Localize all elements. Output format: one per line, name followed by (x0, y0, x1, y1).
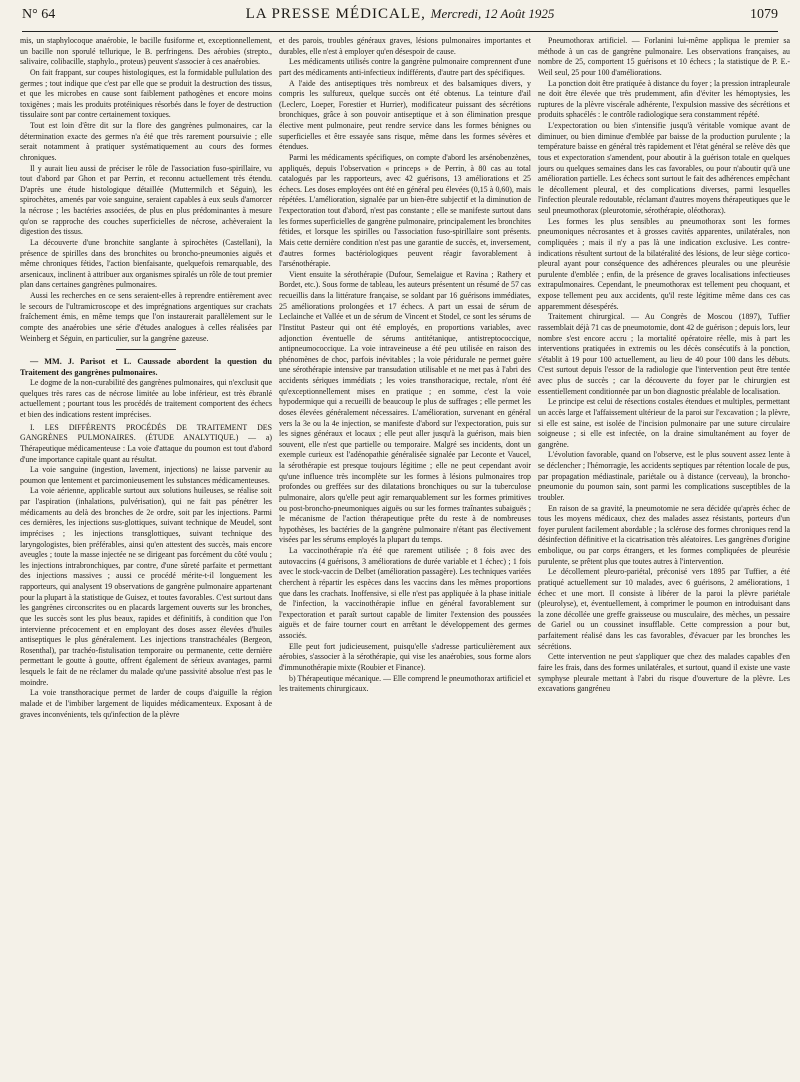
paragraph: Elle peut fort judicieusement, puisqu'elle s'adresse particulièrement aux aérobies, s'associer à la sérothérapie, qui vise les anaérobies, sous forme alors d'immunothérapie mixte (Roubier et Finance). (279, 641, 531, 672)
paragraph: I. LES DIFFÉRENTS PROCÉDÉS DE TRAITEMENT DES GANGRÈNES PULMONAIRES. (ÉTUDE ANALYTIQUE.) — a) Thérapeutique médicamenteuse : La voie d'attaque du poumon est tout d'abord d'une importance capitale quant au résultat. (20, 422, 272, 464)
paragraph: mis, un staphylocoque anaérobie, le bacille fusiforme et, exceptionnellement, un bacille non sporulé tellurique, le B. perfringens. Des aérobies (strepto., salivaire, colibacille, staphylo., proteus) peuvent s'associer à ces anaérobies. (20, 36, 272, 67)
journal-title (246, 6, 555, 23)
paragraph: A l'aide des antiseptiques très nombreux et des balsamiques divers, y compris les sulfureux, quelque succès ont été obtenus. La teinture d'ail (Leclerc, Loeper, Forestier et Hurrier), modificateur puissant des sécrétions bronchiques, grâce à son pouvoir antiseptique et à son élimination presque élective ment pulmonaire, peut rendre service dans les formes bénignes ou superficielles et être essayée sans risque, même dans les formes sévères et étendues. (279, 78, 531, 152)
paragraph: Vient ensuite la sérothérapie (Dufour, Semelaigue et Ravina ; Rathery et Bordet, etc.). Sous forme de tableau, les auteurs présentent un résumé de 57 cas recueillis dans la littérature française, se soldant par 16 guérisons immédiates, 25 améliorations prolongées et 17 échecs. A part un essai de sérum de Leclainche et Vallée et un de sérum de Vincent et Stodel, ce sont les sérums de l'Institut Pasteur qui ont été employés, en proportions variables, avec adjonction éventuelle de sérums antitétanique, antistreptococcique, antipneumococcique. La voie intraveineuse a été peu utilisée en raison des phénomènes de choc, parfois inévitables ; la voie péridurale ne permet guère une sérothérapie intensive par transudation utilisable et ne met pas à l'abri des accidents sériques immédiats ; les voies transthoracique, rectale, n'ont été qu'exceptionnellement mises en pratique ; en somme, c'est la voie hypodermique qui a recueilli de beaucoup le plus de suffrages ; elle permet les doses élevées généralement nécessaires. L'amélioration, survenant en général vers la 3e ou la 4e injection, se manifeste d'abord sur l'expectoration, puis sur les signes généraux et locaux ; elle peut aller jusqu'à la guérison, mais bien souvent, elle n'est que partielle ou temporaire. Malgré ses incidents, dont un exemple curieux est l'adénopathie généralisée signalée par Leconte et Vaucel, la sérothérapie est presque toujours légitime ; elle ne peut cependant avoir qu'une influence très incomplète sur les formes à lésions pulmonaires trop profondes ou greffées sur des dilatations bronchiques ou sur la tuberculose pulmonaire, alors qu'elle peut agir remarquablement sur les formes primitives ou post-broncho-pneumoniques aiguës ou sur les formes traînantes subaiguës ; le mécanisme de l'action thérapeutique prête du reste à de nombreuses hypothèses, les bactéries de la gangrène pulmonaire n'étant pas électivement visées par les sérums employés la plupart du temps. (279, 269, 531, 545)
text-column-3 (538, 36, 790, 1076)
issue-number: N° 64 (22, 7, 56, 22)
paragraph: Les médicaments utilisés contre la gangrène pulmonaire comprennent d'une part des médicaments anti-infectieux indifférents, d'autre part des spécifiques. (279, 57, 531, 77)
page-number: 1079 (750, 7, 778, 22)
text-column-1 (20, 36, 272, 1076)
paragraph: b) Thérapeutique mécanique. — Elle comprend le pneumothorax artificiel et les traitements chirurgicaux. (279, 673, 531, 694)
paragraph: La ponction doit être pratiquée à distance du foyer ; la pression intrapleurale ne doit être élevée que très prudemment, afin d'éviter les hémoptysies, les ruptures de la plèvre viscérale adhérente, l'expulsion massive des sécrétions et produits sphacélés : le contrôle radiologique sera constamment répété. (538, 78, 790, 120)
paragraph: Le dogme de la non-curabilité des gangrènes pulmonaires, qui n'exclusit que quelques très rares cas de nécrose limitée au lobe inférieur, est très ébranlé actuellement ; pourtant tous les procédés de traitement comportent des échecs et bien des indications restent imprécises. (20, 378, 272, 420)
paragraph: La voie transthoracique permet de larder de coups d'aiguille la région malade et de l'imbiber largement de liquides médicamenteux. Exposant à de graves inconvénients, tels qu'infection de la plèvre (20, 688, 272, 719)
paragraph: En raison de sa gravité, la pneumotomie ne sera décidée qu'après échec de tous les moyens médicaux, chez des malades assez résistants, porteurs d'un foyer purulent facilement abordable ; la sclérose des formes chroniques rend la désinfection définitive et la cicatrisation très aléatoires. Les gangrènes d'origine embolique, ou par corps étrangers, et les formes compliquées de pleurésie purulente, se prêtent plus que toutes autres à l'intervention. (538, 503, 790, 566)
paragraph: Aussi les recherches en ce sens seraient-elles à reprendre entièrement avec le secours de l'ultramicroscope et des imprégnations argentiques sur crachats fraîchement émis, en même temps que l'on instaurerait parallèlement sur le compte des anaérobies une série d'études analogues à celles réalisées par Weinberg et Séguin, en particulier, sur la gangrène gazeuse. (20, 291, 272, 343)
paragraph: Les formes les plus sensibles au pneumothorax sont les formes pneumoniques nécrosantes et à grosses cavités apparentes, unilatérales, non compliquées ; mais il n'y a pas là une indication exclusive. Les contre-indications résultent surtout de la bilatéralité des lésions, de leur siège cortico-pleural ayant pour conséquence des adhérences pleurales ou une pleurésie purulente d'emblée ; enfin, de la présence de graves localisations infectieuses extrapulmonaires. Cependant, le pneumothorax est tellement peu choquant, et expose tellement peu aux accidents, qu'il reste légitime même dans ces cas apparemment désespérés. (538, 216, 790, 311)
paragraph: La vaccinothérapie n'a été que rarement utilisée ; 8 fois avec des autovaccins (4 guérisons, 3 améliorations de durée variable et 1 échec) ; 1 fois avec le stock-vaccin de Delbet (amélioration passagère). Les techniques variées cherchent à répartir les espèces dans les vaccins dans les mêmes proportions que dans les crachats. Inoffensive, si elle n'est pas appliquée à la phase initiale de l'infection, la vaccinothérapie influe en général favorablement sur l'expectoration et paraît surtout capable de limiter l'extension des poussées aiguës et de faire tourner court en arrêtant le développement des germes associés. (279, 546, 531, 640)
paragraph: Pneumothorax artificiel. — Forlanini lui-même appliqua le premier sa méthode à un cas de gangrène pulmonaire. Les observations françaises, au nombre de 25, comportent 15 guérisons et 10 échecs ; la statistique de P. E.-Weil seul, 25 pour 100 d'améliorations. (538, 36, 790, 77)
paragraph: Traitement chirurgical. — Au Congrès de Moscou (1897), Tuffier rassemblait déjà 71 cas de pneumotomie, dont 42 de guérison ; depuis lors, leur nombre s'est encore accru ; la mortalité opératoire réelle, mis à part les interventions pratiquées in extremis ou les décès consécutifs à la ponction, s'établit à 19 pour 100 actuellement, au lieu de 40 pour 100 dans les débuts. C'est surtout depuis l'essor de la radiologie que l'intervention peut être tentée avec plus de succès ; car la découverte du foyer par le chirurgien est essentiellement conditionnée par un bon diagnostic préalable de localisation. (538, 312, 790, 396)
paragraph: L'évolution favorable, quand on l'observe, est le plus souvent assez lente à se déclencher ; l'hémorragie, les accidents septiques par rétention locale de pus, par propagation médiastinale, pariétale ou à distance (cerveau), la broncho-pneumonie du poumon sain, sont parmi les complications susceptibles de la troubler. (538, 450, 790, 502)
paragraph: et des parois, troubles généraux graves, lésions pulmonaires importantes et durables, elle n'est à employer qu'en désespoir de cause. (279, 36, 531, 56)
paragraph: Le décollement pleuro-pariétal, préconisé vers 1895 par Tuffier, a été pratiqué actuellement sur 10 malades, avec 6 guérisons, 2 améliorations, 1 échec et une mort. Il consiste à libérer de la paroi la plèvre pariétale (pleurolyse), et, éventuellement, à comprimer le poumon en introduisant dans la zone décollée une greffe graisseuse ou musculaire, des mèches, un pessaire de Gariel ou un coussinet insufflable. Cette compression a pour but, parfaitement réalisé dans les cas favorables, d'évacuer par les bronches les sécrétions. (538, 567, 790, 651)
journal-name: LA PRESSE MÉDICALE, (245, 6, 426, 22)
paragraph: La voie aérienne, applicable surtout aux solutions huileuses, se réalise soit par l'aspiration (inhalations, pulvérisation), qui ne fait pas pénétrer les médicaments au delà des bronches de 2e ordre, soit par les injections. Parmi ces dernières, les injections sus-glottiques, suivant technique de Meudel, sont imprécises ; les injections transglottiques, suivant technique des laryngologistes, bien préférables, ainsi qu'en attestent des succès, mais encore aveugles ; toute la masse injectée ne se dirigeant pas forcément du côté voulu ; les injections intrabronchiques, par contre, d'une sûreté parfaite et permettant des injections massives ; aussi ce procédé mérite-t-il longuement les rapporteurs, qui analysent 19 observations de gangrène pulmonaire appartenant pour la plupart à la statistique de Guisez, et toutes favorables. C'est surtout dans les gangrènes circonscrites ou en placards largement ouverts sur les bronches, que les succès sont les plus beaux, rapides et définitifs, à condition que l'on intervienne précocement et en employant des doses assez élevées d'huiles antiseptiques le plus généralement. Les injections transtrachéales (Bergeon, Rosenthal), par trachéo-fistulisation temporaire ou permanente, cette dernière permettant le goutte à goutte, offrent également de sérieux avantages, parmi lesquels le fait de ne réclamer du malade qu'une passivité absolue n'est pas le moindre. (20, 486, 272, 687)
paragraph: La découverte d'une bronchite sanglante à spirochètes (Castellani), la présence de spirilles dans des bronchites ou broncho-pneumonies aiguës et même chroniques fétides, l'action bienfaisante, quelquefois remarquable, des arsenicaux, inclinent à attribuer aux organismes spiralés un rôle de tout premier plan dans certaines gangrènes pulmonaires. (20, 237, 272, 290)
paragraph: Parmi les médicaments spécifiques, on compte d'abord les arsénobenzènes, appliqués, depuis l'observation « princeps » de Perrin, à 80 cas au total catalogués par les rapporteurs, avec 42 guérisons, 13 améliorations et 25 échecs. Les doses employées ont été en général peu élevées (0,15 à 0,60), mais répétées. L'amélioration, signalée par un bien-être subjectif et la diminution de l'expectoration tout d'abord, n'est pas constante ; elle se manifeste surtout dans les formes superficielles de gangrène pulmonaire, principalement les bronchites fétides, et lorsque les spirilles ou l'association fuso-spirillaire sont présents. Mais cette dernière condition n'est pas une garantie de succès, et, inversement, d'autres formes bactériologiques peuvent réagir favorablement à l'arsénothérapie. (279, 152, 531, 269)
paragraph: Tout est loin d'être dit sur la flore des gangrènes pulmonaires, car la détermination exacte des germes n'a été que très rarement poursuivie ; elle serait notamment à pratiquer systématiquement au cours des formes chroniques. (20, 121, 272, 162)
paragraph: La voie sanguine (ingestion, lavement, injections) ne laisse parvenir au poumon que lentement et parcimonieusement les substances médicamenteuses. (20, 465, 272, 485)
paragraph: Le principe est celui de résections costales étendues et multiples, permettant un accès large et l'affaissement ultérieur de la paroi sur l'excavation ; la plèvre, si elle est saine, est isolée de l'incision pulmonaire par une suture circulaire soigneuse ; si elle est infectée, on la draine simultanément au foyer de gangrène. (538, 397, 790, 449)
paragraph: On fait frappant, sur coupes histologiques, est la formidable pullulation des germes ; tout indique que c'est par elle que se produit la destruction des tissus, et que les microbes en cause sont faiblement pathogènes et encore moins toxigènes ; mais les produits protéiniques résorbés dans le foyer de destruction tissulaire sont par contre certainement toxiques. (20, 67, 272, 120)
paragraph: L'expectoration ou bien s'intensifie jusqu'à véritable vomique avant de diminuer, ou bien diminue d'emblée par baisse de la production purulente ; la température baisse en général très rapidement et l'état général se relève dès que tous et expectoration s'amendent, pour aboutir à la guérison totale en quelques jours ou quelques semaines dans les cas favorables, ou pour n'aboutir qu'à une amélioration partielle. Les échecs sont surtout le fait des adhérences empêchant le décollement pleural, et des complications diverses, parmi lesquelles l'infection pleurale redoutable, réclamant d'autres moyens thérapeutiques que le seul pneumothorax (pleurotomie, sérothérapie, oléothorax). (538, 121, 790, 215)
page-header (22, 6, 778, 28)
issue-date: Mercredi, 12 Août 1925 (430, 6, 555, 21)
text-column-2 (279, 36, 531, 1076)
paragraph: Il y aurait lieu aussi de préciser le rôle de l'association fuso-spirillaire, vu tout d'abord par Ghon et par Perrin, et reconnu actuellement très étendu. D'après une étude histologique détaillée (Muttermilch et Séguin), les spirochètes, amenés par voie sanguine, seraient capables à eux seuls d'amorcer la nécrose ; les bactéries associées, de plus en plus prédominantes à mesure qu'on se rapproche des couches superficielles de nécrose, achèveraient la digestion des tissus. (20, 163, 272, 237)
header-rule (22, 31, 778, 32)
paragraph: Cette intervention ne peut s'appliquer que chez des malades capables d'en faire les frais, dans des formes unilatérales, et surtout, quand il existe une vaste symphyse pleurale mettant à l'abri du risque d'ouverture de la plèvre. Les excavations gangréneu (538, 652, 790, 694)
section-separator (116, 349, 176, 350)
article-heading: — MM. J. Parisot et L. Caussade abordent la question du Traitement des gangrènes pulmonaires. (20, 357, 272, 378)
